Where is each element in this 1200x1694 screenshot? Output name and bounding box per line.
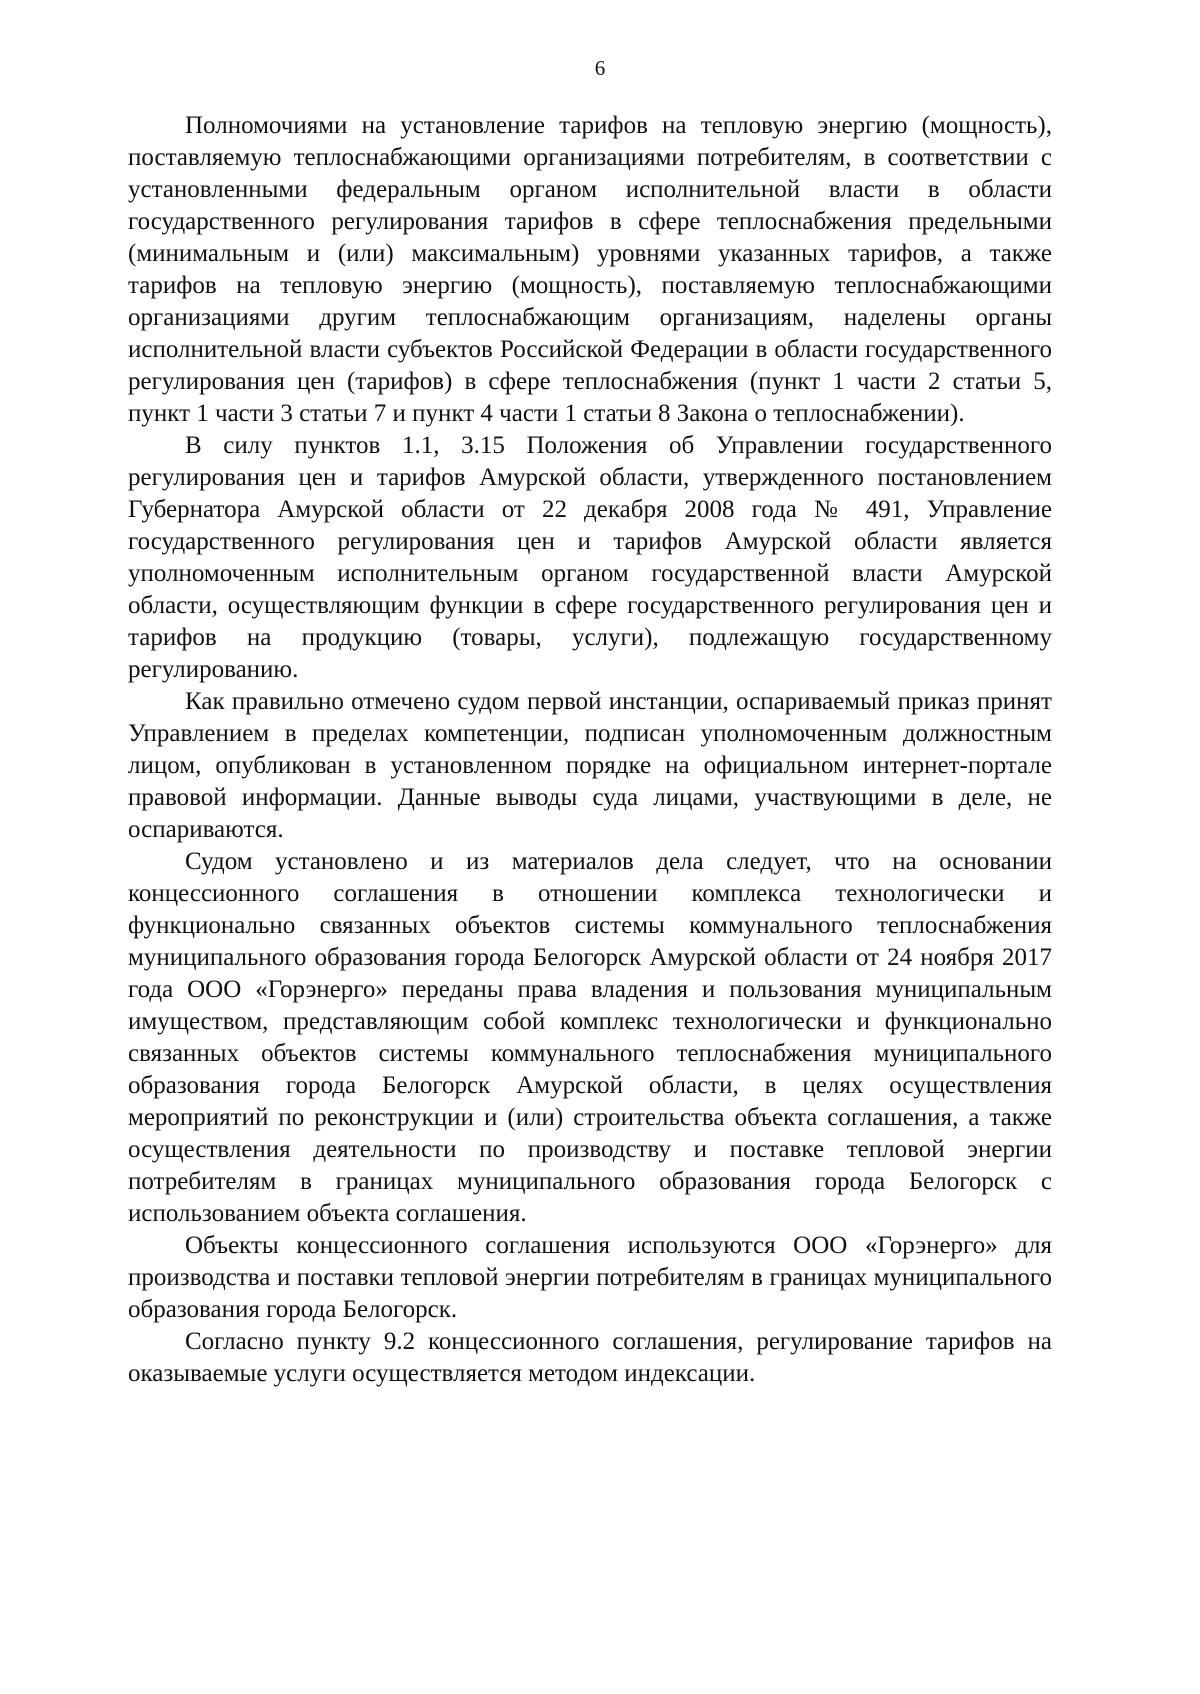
page-number: 6: [594, 56, 606, 80]
paragraph-concession-objects: Объекты концессионного соглашения используются ООО «Горэнерго» для производства и поставки тепловой энергии потребителям в границах муниципального образования города Белогорск.: [128, 1232, 1052, 1323]
paragraph-indexation-method: Согласно пункту 9.2 концессионного соглашения, регулирование тарифов на оказываемые услуги осуществляется методом индексации.: [128, 1328, 1052, 1387]
paragraph-court-findings: Как правильно отмечено судом первой инстанции, оспариваемый приказ принят Управлением в пределах компетенции, подписан уполномоченным должностным лицом, опубликован в установленном порядке на официальном интернет-портале правовой информации. Данные выводы суда лицами, участвующими в деле, не оспариваются.: [128, 688, 1052, 843]
paragraph-concession-agreement: Судом установлено и из материалов дела следует, что на основании концессионного соглашения в отношении комплекса технологически и функционально связанных объектов системы коммунального теплоснабжения муниципального образования города Белогорск Амурской области от 24 ноября 2017 года ООО «Горэнерго» переданы права владения и пользования муниципальным имуществом, представляющим собой комплекс технологически и функционально связанных объектов системы коммунального теплоснабжения муниципального образования города Белогорск Амурской области, в целях осуществления мероприятий по реконструкции и (или) строительства объекта соглашения, а также осуществления деятельности по производству и поставке тепловой энергии потребителям в границах муниципального образования города Белогорск с использованием объекта соглашения.: [128, 848, 1052, 1227]
paragraph-regulation-office: В силу пунктов 1.1, 3.15 Положения об Управлении государственного регулирования цен и тарифов Амурской области, утвержденного постановлением Губернатора Амурской области от 22 декабря 2008 года № 491, Управление государственного регулирования цен и тарифов Амурской области является уполномоченным исполнительным органом государственной власти Амурской области, осуществляющим функции в сфере государственного регулирования цен и тарифов на продукцию (товары, услуги), подлежащую государственному регулированию.: [128, 432, 1052, 683]
document-body: [128, 110, 1052, 1390]
paragraph-authority: Полномочиями на установление тарифов на тепловую энергию (мощность), поставляемую теплоснабжающими организациями потребителям, в соответствии с установленными федеральным органом исполнительной власти в области государственного регулирования тарифов в сфере теплоснабжения предельными (минимальным и (или) максимальным) уровнями указанных тарифов, а также тарифов на тепловую энергию (мощность), поставляемую теплоснабжающими организациями другим теплоснабжающим организациям, наделены органы исполнительной власти субъектов Российской Федерации в области государственного регулирования цен (тарифов) в сфере теплоснабжения (пункт 1 части 2 статьи 5, пункт 1 части 3 статьи 7 и пункт 4 части 1 статьи 8 Закона о теплоснабжении).: [128, 112, 1052, 427]
